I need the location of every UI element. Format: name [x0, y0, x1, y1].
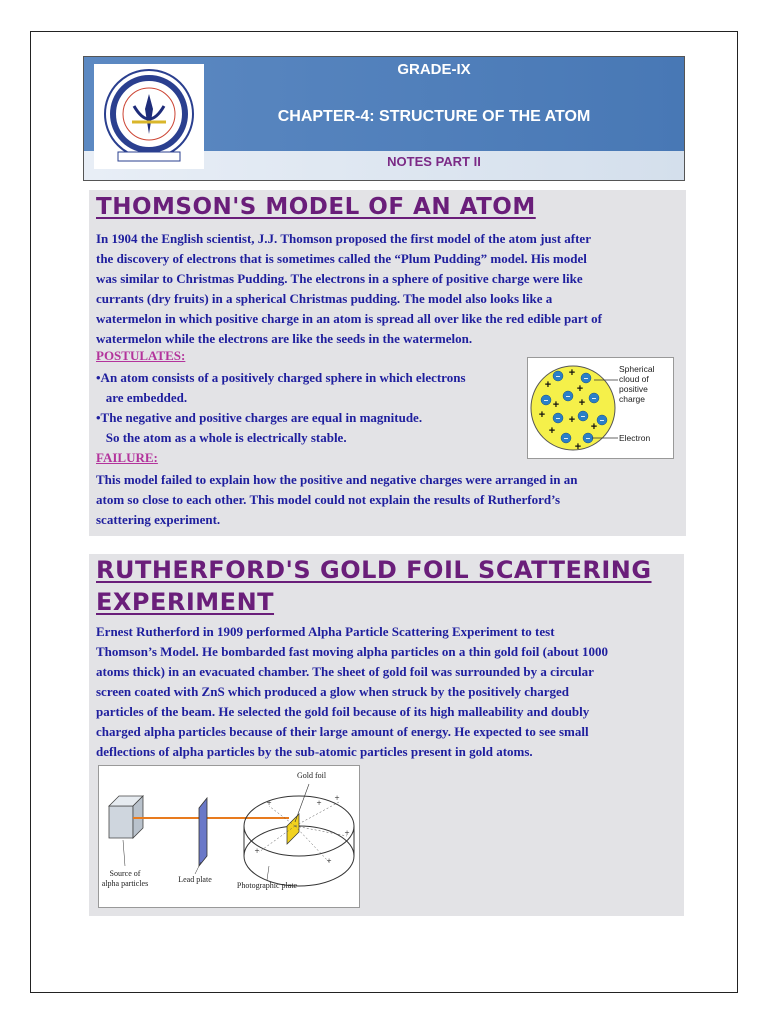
postulates-colon: :: [181, 348, 186, 363]
svg-text:+: +: [254, 846, 260, 856]
label-lead-plate: Lead plate: [178, 875, 212, 884]
proton-sign: +: [574, 441, 582, 453]
svg-text:+: +: [316, 798, 322, 808]
plum-pudding-diagram: [527, 357, 674, 459]
thomson-intro-line: currants (dry fruits) in a spherical Christmas pudding. The model also looks like a: [96, 291, 553, 306]
postulates-heading: [96, 348, 185, 364]
label-cloud-line: Spherical: [619, 364, 655, 374]
rutherford-body-line: Thomson’s Model. He bombarded fast moving alpha particles on a thin gold foil (about 1000: [96, 644, 608, 659]
postulate-2-line: •The negative and positive charges are equal in magnitude.: [96, 410, 423, 425]
gold-foil-diagram: [98, 765, 360, 908]
rutherford-body-line: screen coated with ZnS which produced a glow when struck by the positively charged: [96, 684, 569, 699]
svg-text:+: +: [326, 856, 332, 866]
thomson-intro-line: was similar to Christmas Pudding. The electrons in a sphere of positive charge were like: [96, 271, 583, 286]
electron-sign: –: [580, 412, 586, 421]
electron-sign: –: [565, 392, 571, 401]
rutherford-title-line1: RUTHERFORD'S GOLD FOIL SCATTERING: [96, 556, 652, 584]
proton-sign: +: [576, 383, 584, 395]
failure-line: scattering experiment.: [96, 512, 221, 527]
postulate-2-line: So the atom as a whole is electrically stable.: [96, 430, 347, 445]
electron-sign: –: [591, 394, 597, 403]
electron-sign: –: [599, 416, 605, 425]
proton-sign: +: [552, 399, 560, 411]
rutherford-title-line2: EXPERIMENT: [96, 588, 275, 616]
rutherford-section: [89, 554, 684, 916]
thomson-intro-line: the discovery of electrons that is sometimes called the “Plum Pudding” model. His model: [96, 251, 587, 266]
electron-sign: –: [563, 434, 569, 443]
label-cloud-line: positive: [619, 384, 648, 394]
proton-sign: +: [544, 379, 552, 391]
proton-sign: +: [568, 367, 576, 379]
svg-text:+: +: [344, 828, 350, 838]
svg-text:+: +: [334, 793, 340, 803]
rutherford-body-line: charged alpha particles because of their large amount of energy. He expected to see small: [96, 724, 589, 739]
electron-sign: –: [555, 372, 561, 381]
lead-plate: [199, 798, 207, 866]
proton-sign: +: [578, 397, 586, 409]
rutherford-body-line: Ernest Rutherford in 1909 performed Alpha Particle Scattering Experiment to test: [96, 624, 555, 639]
svg-text:+: +: [266, 798, 272, 808]
failure-heading: [96, 450, 158, 466]
thomson-intro-line: watermelon while the electrons are like the seeds in the watermelon.: [96, 331, 473, 346]
label-photographic-plate: Photographic plate: [236, 881, 298, 890]
label-cloud-line: charge: [619, 394, 645, 404]
proton-sign: +: [538, 409, 546, 421]
rutherford-body-line: particles of the beam. He selected the gold foil because of its high malleability and doubly: [96, 704, 590, 719]
electron-sign: –: [585, 434, 591, 443]
proton-sign: +: [590, 421, 598, 433]
thomson-section: [89, 190, 686, 536]
rutherford-body-line: atoms thick) in an evacuated chamber. The sheet of gold foil was surrounded by a circular: [96, 664, 594, 679]
grade-heading: GRADE-IX: [397, 61, 471, 78]
label-source-line: Source of: [109, 869, 141, 878]
failure-line: atom so close to each other. This model could not explain the results of Rutherford’s: [96, 492, 561, 507]
label-source-line: alpha particles: [101, 879, 149, 888]
proton-sign: +: [548, 425, 556, 437]
label-cloud-line: cloud of: [619, 374, 649, 384]
electron-sign: –: [583, 374, 589, 383]
notes-subheading: NOTES PART II: [387, 154, 481, 169]
header: [83, 56, 685, 181]
postulate-1-line: •An atom consists of a positively charged sphere in which electrons: [96, 370, 466, 385]
failure-line: This model failed to explain how the positive and negative charges were arranged in an: [96, 472, 578, 487]
label-gold-foil: Gold foil: [297, 771, 327, 780]
deflection-paths: [259, 802, 350, 862]
chapter-heading: CHAPTER-4: STRUCTURE OF THE ATOM: [277, 108, 591, 125]
rutherford-body-line: deflections of alpha particles by the sub-atomic particles present in gold atoms.: [96, 744, 533, 759]
label-electron: Electron: [619, 433, 651, 443]
postulates-label: POSTULATES: [96, 348, 182, 363]
thomson-intro-line: watermelon in which positive charge in an atom is spread all over like the red edible part of: [96, 311, 602, 326]
electron-sign: –: [543, 396, 549, 405]
failure-label: FAILURE: [96, 450, 154, 465]
postulate-1-line: are embedded.: [96, 390, 188, 405]
proton-sign: +: [568, 414, 576, 426]
thomson-title: THOMSON'S MODEL OF AN ATOM: [96, 194, 536, 220]
thomson-intro-line: In 1904 the English scientist, J.J. Thomson proposed the first model of the atom just after: [96, 231, 591, 246]
electron-sign: –: [555, 414, 561, 423]
failure-colon: :: [153, 450, 158, 465]
